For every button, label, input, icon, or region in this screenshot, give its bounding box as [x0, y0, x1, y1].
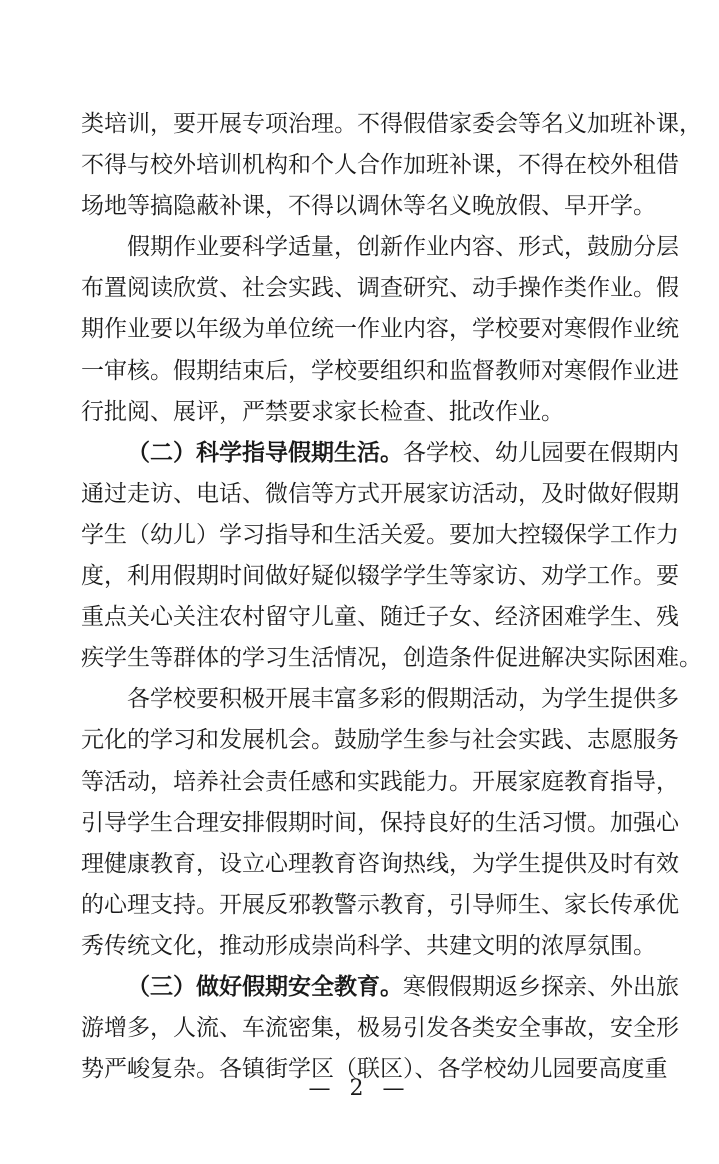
text-line: 疾学生等群体的学习生活情况，创造条件促进解决实际困难。	[81, 645, 702, 672]
text-line: 引导学生合理安排假期时间，保持良好的生活习惯。加强心	[81, 809, 679, 836]
text-line: 不得与校外培训机构和个人合作加班补课，不得在校外租借	[81, 152, 679, 179]
text-line: 游增多，人流、车流密集，极易引发各类安全事故，安全形	[81, 1015, 679, 1042]
text-line: 重点关心关注农村留守儿童、随迁子女、经济困难学生、残	[81, 604, 679, 631]
paragraph-start-line: 各学校要积极开展丰富多彩的假期活动，为学生提供多	[127, 686, 679, 713]
text-line: 布置阅读欣赏、社会实践、调查研究、动手操作类作业。假	[81, 275, 679, 302]
text-line: 通过走访、电话、微信等方式开展家访活动，及时做好假期	[81, 480, 679, 507]
text-line: 类培训，要开展专项治理。不得假借家委会等名义加班补课，	[81, 111, 702, 137]
section-heading-line	[81, 433, 679, 474]
section-heading: （二）科学指导假期生活。	[127, 439, 403, 466]
paragraph-start-line: 假期作业要科学适量，创新作业内容、形式，鼓励分层	[127, 234, 679, 261]
section-heading-line	[81, 967, 679, 1008]
text-line: 度，利用假期时间做好疑似辍学学生等家访、劝学工作。要	[81, 563, 679, 590]
text-line: 一审核。假期结束后，学校要组织和监督教师对寒假作业进	[81, 357, 679, 384]
text-segment: 各学校、幼儿园要在假期内	[403, 439, 679, 466]
text-line: 学生（幼儿）学习指导和生活关爱。要加大控辍保学工作力	[81, 521, 679, 548]
text-line: 秀传统文化，推动形成崇尚科学、共建文明的浓厚氛围。	[81, 932, 656, 959]
text-line: 势严峻复杂。各镇街学区（联区）、各学校幼儿园要高度重	[81, 1056, 668, 1083]
text-line: 行批阅、展评，严禁要求家长检查、批改作业。	[81, 398, 564, 425]
section-heading: （三）做好假期安全教育。	[127, 973, 403, 1000]
text-line: 理健康教育，设立心理教育咨询热线，为学生提供及时有效	[81, 850, 679, 877]
body-text	[81, 104, 702, 1090]
text-line: 场地等搞隐蔽补课，不得以调休等名义晚放假、早开学。	[81, 193, 656, 220]
text-line: 期作业要以年级为单位统一作业内容，学校要对寒假作业统	[81, 316, 679, 343]
text-line: 的心理支持。开展反邪教警示教育，引导师生、家长传承优	[81, 891, 679, 918]
page-number: — 2 —	[308, 1076, 411, 1101]
text-line: 元化的学习和发展机会。鼓励学生参与社会实践、志愿服务	[81, 727, 679, 754]
text-line: 等活动，培养社会责任感和实践能力。开展家庭教育指导，	[81, 768, 679, 795]
text-segment: 寒假假期返乡探亲、外出旅	[403, 973, 679, 1000]
